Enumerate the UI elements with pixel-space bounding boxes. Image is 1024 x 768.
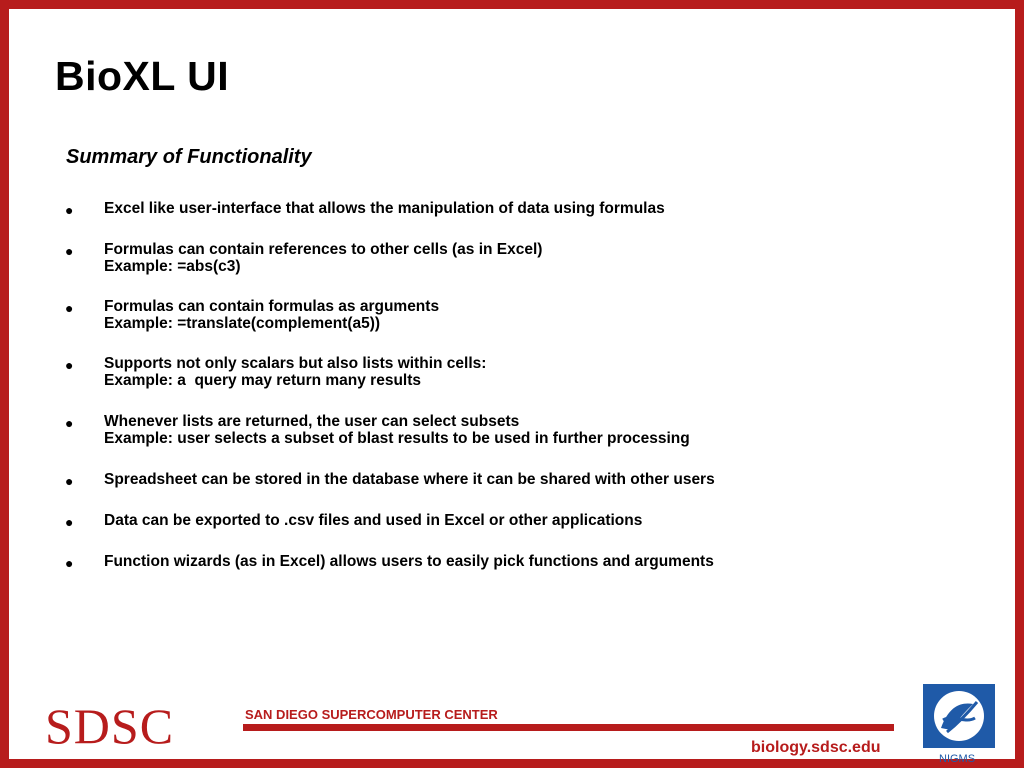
- bullet-text: Whenever lists are returned, the user can select subsets Example: user selects a subset of blast results to be used in further processing: [104, 413, 690, 447]
- bullet-text: Spreadsheet can be stored in the database where it can be shared with other users: [104, 471, 715, 488]
- bullet-text: Data can be exported to .csv files and used in Excel or other applications: [104, 512, 643, 529]
- slide-subtitle: Summary of Functionality: [66, 146, 312, 168]
- bullet-dot-icon: ●: [65, 473, 74, 489]
- slide-title: BioXL UI: [55, 53, 230, 99]
- bullet-dot-icon: ●: [65, 243, 74, 259]
- center-name: SAN DIEGO SUPERCOMPUTER CENTER: [245, 707, 498, 722]
- bullet-dot-icon: ●: [65, 555, 74, 571]
- nigms-logo-icon: [923, 684, 995, 748]
- bullet-dot-icon: ●: [65, 415, 74, 431]
- bullet-dot-icon: ●: [65, 514, 74, 530]
- bullet-text: Function wizards (as in Excel) allows users to easily pick functions and arguments: [104, 553, 714, 570]
- bullet-text: Formulas can contain formulas as arguments Example: =translate(complement(a5)): [104, 298, 440, 332]
- bullet-dot-icon: ●: [65, 357, 74, 373]
- sdsc-logo: SDSC: [45, 698, 175, 754]
- footer-divider: [243, 724, 894, 731]
- bullet-text: Excel like user-interface that allows the manipulation of data using formulas: [104, 200, 665, 217]
- bullet-text: Supports not only scalars but also lists within cells: Example: a query may return many results: [104, 355, 487, 389]
- site-url-link[interactable]: biology.sdsc.edu: [751, 739, 881, 756]
- bullet-dot-icon: ●: [65, 300, 74, 316]
- bullet-dot-icon: ●: [65, 202, 74, 218]
- bullet-text: Formulas can contain references to other cells (as in Excel) Example: =abs(c3): [104, 241, 543, 275]
- nigms-label: NIGMS: [939, 753, 976, 765]
